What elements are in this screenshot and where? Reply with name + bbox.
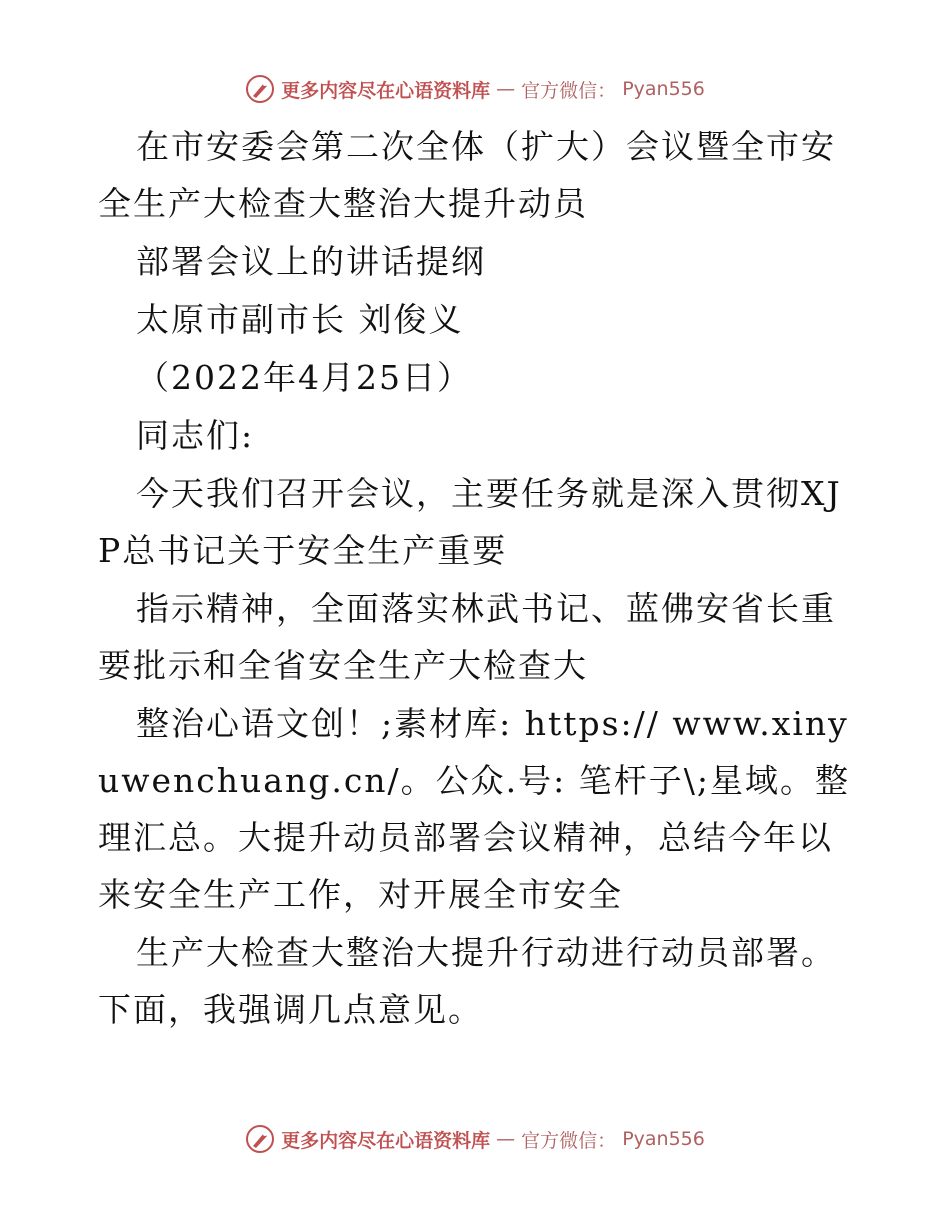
- paragraph: 今天我们召开会议，主要任务就是深入贯彻XJP总书记关于安全生产重要: [98, 474, 842, 570]
- salutation: 同志们:: [136, 416, 255, 455]
- banner-brand: 更多内容尽在心语资料库: [281, 1129, 491, 1152]
- speaker-line: 太原市副市长 刘俊义: [136, 300, 464, 339]
- banner-dash: —: [496, 78, 516, 100]
- paragraph: 生产大检查大整治大提升行动进行动员部署。下面，我强调几点意见。: [98, 933, 836, 1029]
- pen-nib-logo-icon: [245, 1124, 275, 1154]
- banner-official-label: 官方微信：: [521, 1129, 617, 1152]
- document-body: [98, 118, 858, 1038]
- date-line: （2022年4月25日）: [136, 358, 472, 397]
- banner-official-label: 官方微信：: [521, 79, 617, 102]
- pen-nib-logo-icon: [245, 74, 275, 104]
- paragraph: 整治心语文创！;素材库: https:// www.xinyuwenchuang.cn/。公众.号: 笔杆子\;星域。整理汇总。大提升动员部署会议精神，总结今年以来安全生产工作，对开展全市安全: [98, 704, 851, 914]
- banner-brand: 更多内容尽在心语资料库: [281, 79, 491, 102]
- banner-dash: —: [496, 1128, 516, 1150]
- banner-wechat-id: Pyan556: [622, 1128, 705, 1150]
- banner-wechat-id: Pyan556: [622, 78, 705, 100]
- document-title: 在市安委会第二次全体（扩大）会议暨全市安全生产大检查大整治大提升动员: [98, 127, 836, 223]
- paragraph: 指示精神，全面落实林武书记、蓝佛安省长重要批示和全省安全生产大检查大: [98, 589, 836, 685]
- document-title-continued: 部署会议上的讲话提纲: [136, 242, 486, 281]
- footer-banner: [0, 1124, 950, 1154]
- header-banner: [0, 74, 950, 104]
